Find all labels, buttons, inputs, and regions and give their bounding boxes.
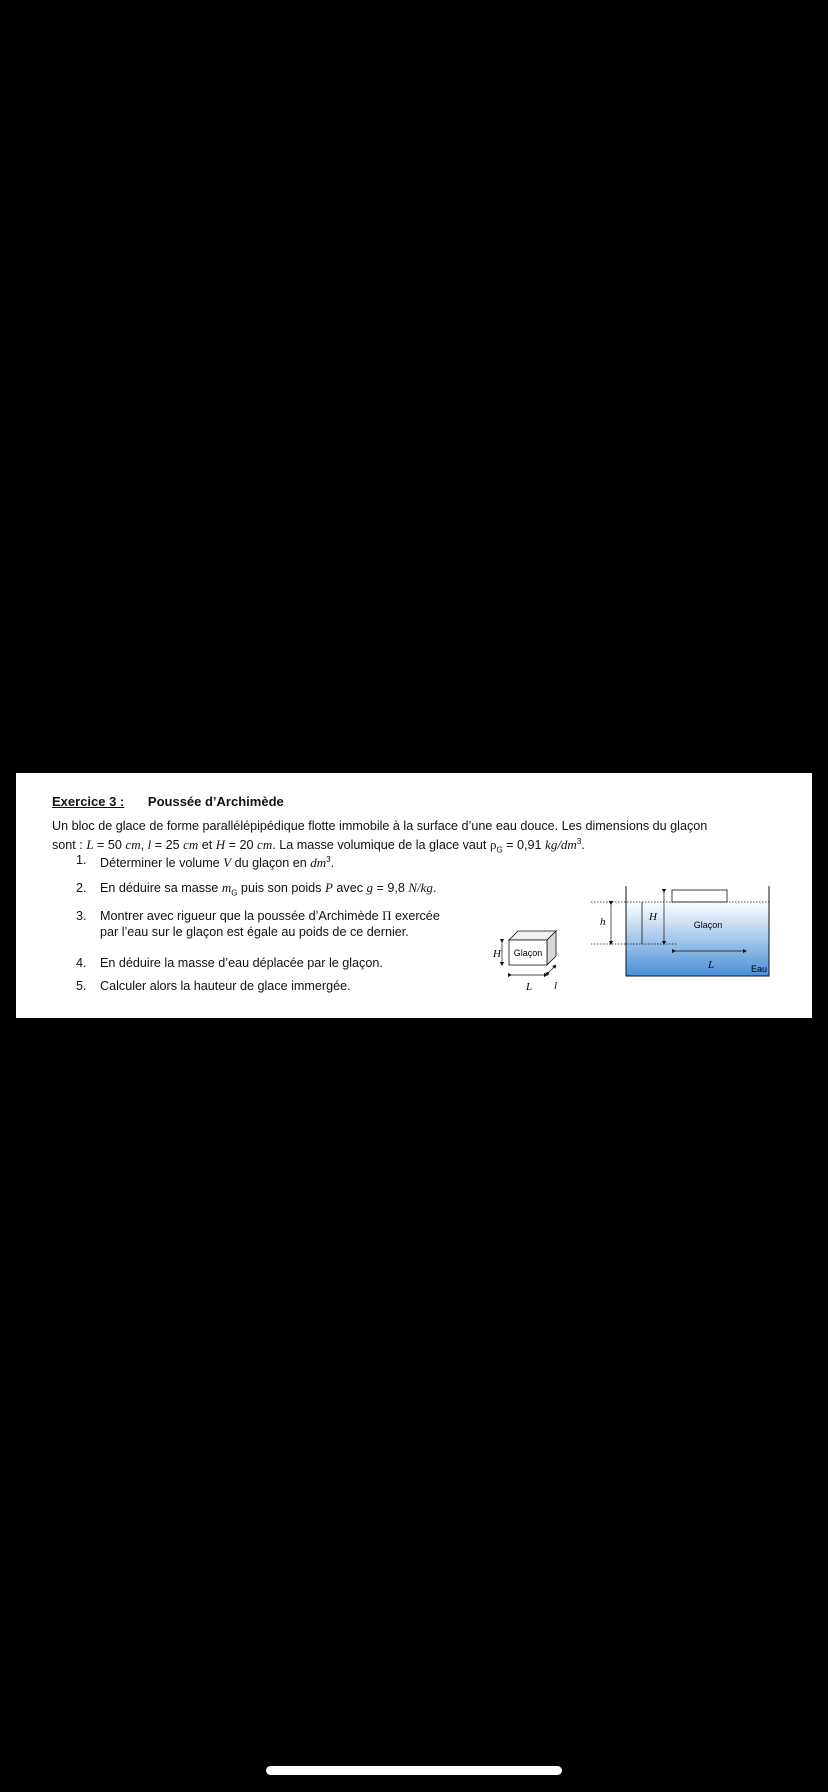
q2-var-g: g <box>366 880 374 895</box>
q3-line1b: exercée <box>391 909 440 923</box>
q2-unit: N/kg <box>408 880 433 895</box>
var-H: H <box>215 837 226 853</box>
question-text <box>100 880 436 902</box>
q2-var-m: m <box>221 880 232 895</box>
q3-line2: par l’eau sur le glaçon est égale au poids de ce dernier. <box>100 925 409 939</box>
home-indicator-bar[interactable] <box>266 1766 562 1775</box>
var-l: l <box>147 837 152 853</box>
q2-text-b: puis son poids <box>237 881 325 895</box>
q2-text-a: En déduire sa masse <box>100 881 222 895</box>
ice-block-figure <box>471 923 591 1003</box>
intro-sont: sont : <box>52 838 87 853</box>
q1-text-a: Déterminer le volume <box>100 856 224 871</box>
question-number: 4. <box>76 956 87 970</box>
var-rho: ρ <box>489 837 497 853</box>
unit-kg-dm: kg/dm <box>545 837 577 853</box>
q2-text-c: avec <box>332 881 367 895</box>
small-block-label: Glaçon <box>513 948 543 958</box>
tank-L-label: L <box>708 959 715 971</box>
exercise-title: Poussée d’Archimède <box>147 794 284 809</box>
q1-var: V <box>223 855 232 871</box>
unit-cm1: cm <box>125 837 141 853</box>
intro-eq1: = 50 <box>93 838 126 853</box>
q2-var-P: P <box>324 880 333 895</box>
intro-masse: . La masse volumique de la glace vaut <box>272 838 490 853</box>
tank-block-label: Glaçon <box>693 920 723 930</box>
tank-H-label: H <box>649 911 657 923</box>
intro-eq3: = 20 <box>225 838 258 853</box>
q2-text-d: = 9,8 <box>373 881 409 895</box>
rho-subscript: G <box>496 845 503 855</box>
unit-cm3: cm <box>257 837 273 853</box>
exercise-sheet <box>16 773 812 1018</box>
question-number: 5. <box>76 979 87 993</box>
question-number: 2. <box>76 881 87 895</box>
small-L-label: L <box>526 981 533 993</box>
q1-exp: 3 <box>326 855 331 864</box>
small-H-label: H <box>493 948 501 960</box>
intro-comma1: , <box>140 838 148 853</box>
intro-end: . <box>581 838 585 853</box>
intro-line1: Un bloc de glace de forme parallélépipédique flotte immobile à la surface d’une eau douce. Les dimensions du glaçon <box>52 819 708 833</box>
q1-end: . <box>330 856 335 871</box>
small-l-label: l <box>554 980 558 992</box>
tank-h-label: h <box>600 916 606 928</box>
question-text <box>100 908 440 940</box>
q1-unit: dm <box>310 855 327 871</box>
q1-text-b: du glaçon en <box>231 856 311 871</box>
q2-end: . <box>432 881 437 895</box>
q3-line1: Montrer avec rigueur que la poussée d’Archimède <box>100 909 383 923</box>
question-text: Calculer alors la hauteur de glace immergée. <box>100 979 351 993</box>
q2-sub: G <box>231 888 238 898</box>
water-label: Eau <box>750 964 768 974</box>
tank-figure <box>581 886 796 988</box>
unit-cm2: cm <box>183 837 199 853</box>
rho-value: = 0,91 <box>502 838 546 853</box>
q3-pi: Π <box>382 908 392 923</box>
exercise-label: Exercice 3 : <box>52 794 125 809</box>
intro-et: et <box>198 838 216 853</box>
intro-eq2: = 25 <box>151 838 184 853</box>
question-number: 3. <box>76 909 87 923</box>
question-text <box>100 852 334 871</box>
var-L: L <box>86 837 94 853</box>
exercise-heading <box>52 794 284 809</box>
unit-exponent: 3 <box>576 837 582 846</box>
question-number: 1. <box>76 853 87 867</box>
question-text: En déduire la masse d’eau déplacée par le glaçon. <box>100 956 383 970</box>
